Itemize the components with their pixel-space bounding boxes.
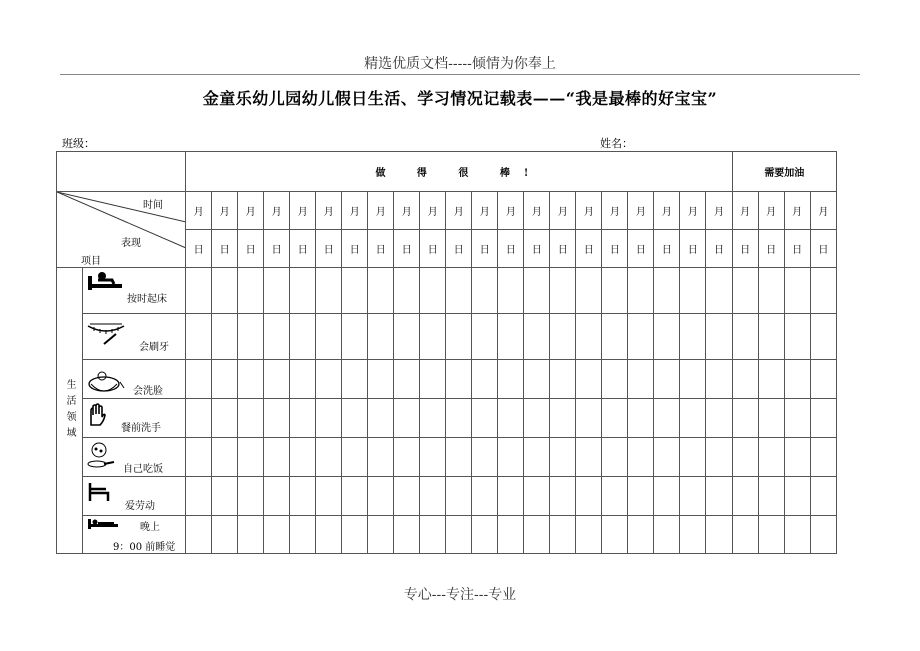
class-label: 班级：	[62, 137, 95, 150]
name-label: 姓名：	[600, 137, 633, 150]
record-cell[interactable]	[342, 438, 368, 477]
record-cell[interactable]	[264, 399, 290, 438]
item-cell	[83, 438, 186, 477]
item-cell	[83, 360, 186, 399]
record-cell[interactable]	[290, 516, 316, 554]
record-cell[interactable]	[238, 268, 264, 314]
month-header-cell: 月	[446, 192, 472, 230]
record-cell[interactable]	[732, 516, 758, 554]
record-cell[interactable]	[498, 268, 524, 314]
item-label: 会刷牙	[139, 342, 170, 353]
item-cell	[83, 477, 186, 516]
record-cell[interactable]	[446, 399, 472, 438]
record-cell[interactable]	[628, 399, 654, 438]
item-row	[57, 516, 837, 554]
record-cell[interactable]	[498, 477, 524, 516]
month-header-cell: 月	[212, 192, 238, 230]
record-cell[interactable]	[654, 516, 680, 554]
record-cell[interactable]	[576, 438, 602, 477]
record-cell[interactable]	[706, 477, 732, 516]
record-table	[56, 151, 837, 554]
record-cell[interactable]	[316, 477, 342, 516]
record-cell[interactable]	[680, 268, 706, 314]
record-cell[interactable]	[576, 516, 602, 554]
day-header-cell: 日	[628, 230, 654, 268]
day-header-cell: 日	[472, 230, 498, 268]
record-cell[interactable]	[342, 477, 368, 516]
record-cell[interactable]	[186, 516, 212, 554]
day-header-cell: 日	[394, 230, 420, 268]
month-header-cell: 月	[680, 192, 706, 230]
record-cell[interactable]	[420, 314, 446, 360]
day-header-cell: 日	[212, 230, 238, 268]
record-cell[interactable]	[602, 268, 628, 314]
item-label: 会洗脸	[133, 386, 164, 397]
record-cell[interactable]	[342, 516, 368, 554]
record-cell[interactable]	[758, 314, 784, 360]
record-cell[interactable]	[784, 438, 810, 477]
record-cell[interactable]	[290, 399, 316, 438]
record-cell[interactable]	[472, 438, 498, 477]
page-footer: 专心---专注---专业	[403, 587, 517, 603]
corner-performance-label: 表现	[121, 238, 141, 249]
item-row	[57, 314, 837, 360]
record-cell[interactable]	[706, 516, 732, 554]
day-header-cell: 日	[264, 230, 290, 268]
record-cell[interactable]	[810, 438, 836, 477]
month-header-cell: 月	[472, 192, 498, 230]
record-cell[interactable]	[316, 516, 342, 554]
item-cell	[83, 314, 186, 360]
record-cell[interactable]	[628, 314, 654, 360]
record-cell[interactable]	[602, 360, 628, 399]
record-cell[interactable]	[784, 516, 810, 554]
record-cell[interactable]	[420, 516, 446, 554]
record-cell[interactable]	[446, 268, 472, 314]
record-cell[interactable]	[368, 399, 394, 438]
day-header-cell: 日	[550, 230, 576, 268]
record-cell[interactable]	[316, 360, 342, 399]
record-cell[interactable]	[628, 477, 654, 516]
month-header-cell: 月	[732, 192, 758, 230]
record-cell[interactable]	[654, 360, 680, 399]
month-header-cell: 月	[498, 192, 524, 230]
record-cell[interactable]	[524, 477, 550, 516]
record-cell[interactable]	[524, 399, 550, 438]
record-cell[interactable]	[628, 516, 654, 554]
month-header-cell: 月	[264, 192, 290, 230]
day-header-cell: 日	[654, 230, 680, 268]
page-title: 金童乐幼儿园幼儿假日生活、学习情况记载表——“我是最棒的好宝宝”	[202, 89, 718, 108]
day-header-cell: 日	[784, 230, 810, 268]
record-cell[interactable]	[524, 438, 550, 477]
day-header-cell: 日	[342, 230, 368, 268]
record-cell[interactable]	[420, 268, 446, 314]
day-header-cell: 日	[706, 230, 732, 268]
month-header-cell: 月	[550, 192, 576, 230]
record-cell[interactable]	[212, 314, 238, 360]
corner-time-label: 时间	[143, 200, 163, 211]
rice-bowl-icon	[86, 442, 116, 473]
record-cell[interactable]	[602, 438, 628, 477]
record-cell[interactable]	[550, 314, 576, 360]
month-header-cell: 月	[784, 192, 810, 230]
record-cell[interactable]	[550, 399, 576, 438]
record-cell[interactable]	[654, 399, 680, 438]
record-cell[interactable]	[758, 516, 784, 554]
record-cell[interactable]	[706, 438, 732, 477]
record-cell[interactable]	[784, 314, 810, 360]
record-cell[interactable]	[368, 360, 394, 399]
record-cell[interactable]	[446, 314, 472, 360]
record-cell[interactable]	[368, 516, 394, 554]
record-cell[interactable]	[550, 516, 576, 554]
washbasin-icon	[86, 368, 126, 399]
record-cell[interactable]	[732, 360, 758, 399]
record-cell[interactable]	[524, 516, 550, 554]
record-cell[interactable]	[446, 438, 472, 477]
item-row	[57, 477, 837, 516]
record-cell[interactable]	[576, 399, 602, 438]
banner-needs-effort: 需要加油	[732, 152, 836, 192]
record-cell[interactable]	[420, 399, 446, 438]
item-row	[57, 399, 837, 438]
month-header-cell: 月	[368, 192, 394, 230]
record-cell[interactable]	[680, 516, 706, 554]
month-header-cell: 月	[290, 192, 316, 230]
record-cell[interactable]	[784, 268, 810, 314]
item-cell	[83, 516, 186, 554]
record-cell[interactable]	[290, 360, 316, 399]
record-cell[interactable]	[290, 268, 316, 314]
record-cell[interactable]	[290, 314, 316, 360]
day-header-cell: 日	[446, 230, 472, 268]
item-row	[57, 360, 837, 399]
item-label-secondary: 9：00 前睡觉	[113, 542, 176, 553]
record-cell[interactable]	[628, 438, 654, 477]
record-cell[interactable]	[576, 477, 602, 516]
record-cell[interactable]	[784, 399, 810, 438]
record-cell[interactable]	[602, 516, 628, 554]
record-cell[interactable]	[628, 360, 654, 399]
record-cell[interactable]	[212, 268, 238, 314]
record-cell[interactable]	[186, 268, 212, 314]
record-cell[interactable]	[264, 516, 290, 554]
record-cell[interactable]	[758, 268, 784, 314]
record-cell[interactable]	[212, 477, 238, 516]
record-cell[interactable]	[394, 516, 420, 554]
day-header-cell: 日	[238, 230, 264, 268]
record-cell[interactable]	[420, 360, 446, 399]
record-cell[interactable]	[238, 516, 264, 554]
day-header-cell: 日	[420, 230, 446, 268]
record-cell[interactable]	[758, 477, 784, 516]
record-cell[interactable]	[238, 477, 264, 516]
record-cell[interactable]	[706, 360, 732, 399]
item-row	[57, 268, 837, 314]
chair-icon	[86, 481, 116, 506]
record-cell[interactable]	[550, 438, 576, 477]
record-cell[interactable]	[758, 399, 784, 438]
record-cell[interactable]	[602, 314, 628, 360]
record-cell[interactable]	[810, 268, 836, 314]
record-cell[interactable]	[472, 516, 498, 554]
record-cell[interactable]	[628, 268, 654, 314]
record-cell[interactable]	[498, 314, 524, 360]
day-header-cell: 日	[680, 230, 706, 268]
record-cell[interactable]	[524, 360, 550, 399]
banner-good-job: 做 得 很 棒!	[186, 152, 733, 192]
hand-icon	[86, 403, 108, 430]
record-cell[interactable]	[498, 360, 524, 399]
record-cell[interactable]	[316, 399, 342, 438]
month-header-cell: 月	[238, 192, 264, 230]
record-cell[interactable]	[420, 438, 446, 477]
month-header-cell: 月	[706, 192, 732, 230]
record-cell[interactable]	[706, 268, 732, 314]
record-cell[interactable]	[654, 477, 680, 516]
record-cell[interactable]	[290, 477, 316, 516]
record-cell[interactable]	[654, 314, 680, 360]
month-header-cell: 月	[394, 192, 420, 230]
record-cell[interactable]	[342, 399, 368, 438]
record-cell[interactable]	[264, 438, 290, 477]
day-header-cell: 日	[732, 230, 758, 268]
month-header-cell: 月	[420, 192, 446, 230]
month-header-cell: 月	[602, 192, 628, 230]
record-cell[interactable]	[342, 314, 368, 360]
record-cell[interactable]	[394, 360, 420, 399]
item-row	[57, 438, 837, 477]
record-cell[interactable]	[212, 360, 238, 399]
record-cell[interactable]	[758, 438, 784, 477]
record-cell[interactable]	[264, 360, 290, 399]
record-cell[interactable]	[576, 360, 602, 399]
month-header-cell: 月	[576, 192, 602, 230]
month-header-cell: 月	[316, 192, 342, 230]
record-cell[interactable]	[732, 438, 758, 477]
record-cell[interactable]	[368, 314, 394, 360]
record-cell[interactable]	[420, 477, 446, 516]
record-cell[interactable]	[186, 360, 212, 399]
record-cell[interactable]	[758, 360, 784, 399]
record-cell[interactable]	[784, 360, 810, 399]
record-cell[interactable]	[472, 314, 498, 360]
record-cell[interactable]	[472, 268, 498, 314]
diagonal-lines	[57, 192, 186, 268]
record-cell[interactable]	[810, 477, 836, 516]
item-label: 爱劳动	[125, 501, 156, 512]
diagonal-header-cell	[57, 192, 186, 268]
record-cell[interactable]	[264, 477, 290, 516]
record-cell[interactable]	[680, 314, 706, 360]
record-cell[interactable]	[394, 438, 420, 477]
record-cell[interactable]	[212, 399, 238, 438]
record-cell[interactable]	[186, 314, 212, 360]
record-cell[interactable]	[368, 477, 394, 516]
record-cell[interactable]	[732, 399, 758, 438]
page-header: 精选优质文档-----倾情为你奉上	[364, 56, 556, 72]
record-cell[interactable]	[446, 477, 472, 516]
record-cell[interactable]	[264, 268, 290, 314]
record-cell[interactable]	[732, 477, 758, 516]
record-cell[interactable]	[264, 314, 290, 360]
record-cell[interactable]	[238, 360, 264, 399]
day-header-cell: 日	[290, 230, 316, 268]
record-cell[interactable]	[212, 438, 238, 477]
day-header-cell: 日	[368, 230, 394, 268]
record-cell[interactable]	[810, 399, 836, 438]
record-cell[interactable]	[342, 268, 368, 314]
item-cell	[83, 268, 186, 314]
record-cell[interactable]	[732, 268, 758, 314]
bed-wake-icon	[86, 270, 126, 295]
month-header-cell: 月	[810, 192, 836, 230]
record-cell[interactable]	[394, 399, 420, 438]
record-cell[interactable]	[186, 477, 212, 516]
month-header-cell: 月	[654, 192, 680, 230]
record-cell[interactable]	[498, 438, 524, 477]
corner-item-label: 项目	[81, 256, 101, 267]
record-cell[interactable]	[446, 516, 472, 554]
domain-cell: 生活领域	[57, 268, 83, 554]
record-cell[interactable]	[524, 314, 550, 360]
record-cell[interactable]	[498, 516, 524, 554]
sleeping-icon	[86, 518, 120, 533]
record-cell[interactable]	[810, 516, 836, 554]
record-cell[interactable]	[342, 360, 368, 399]
record-cell[interactable]	[316, 314, 342, 360]
record-cell[interactable]	[550, 268, 576, 314]
record-cell[interactable]	[550, 360, 576, 399]
record-cell[interactable]	[394, 314, 420, 360]
month-header-cell: 月	[628, 192, 654, 230]
record-cell[interactable]	[576, 314, 602, 360]
day-header-cell: 日	[498, 230, 524, 268]
month-header-cell: 月	[186, 192, 212, 230]
record-cell[interactable]	[472, 399, 498, 438]
record-cell[interactable]	[316, 438, 342, 477]
item-label: 自己吃饭	[123, 464, 164, 475]
record-cell[interactable]	[472, 360, 498, 399]
record-cell[interactable]	[368, 438, 394, 477]
item-label: 按时起床	[127, 294, 168, 305]
record-cell[interactable]	[238, 314, 264, 360]
record-cell[interactable]	[810, 360, 836, 399]
record-cell[interactable]	[810, 314, 836, 360]
day-header-cell: 日	[524, 230, 550, 268]
record-cell[interactable]	[732, 314, 758, 360]
day-header-cell: 日	[758, 230, 784, 268]
record-cell[interactable]	[394, 477, 420, 516]
record-cell[interactable]	[316, 268, 342, 314]
month-header-cell: 月	[524, 192, 550, 230]
record-cell[interactable]	[498, 399, 524, 438]
day-header-cell: 日	[810, 230, 836, 268]
record-cell[interactable]	[706, 314, 732, 360]
header-divider	[60, 74, 860, 75]
record-cell[interactable]	[212, 516, 238, 554]
record-cell[interactable]	[784, 477, 810, 516]
record-cell[interactable]	[472, 477, 498, 516]
month-header-cell: 月	[758, 192, 784, 230]
toothbrush-icon	[86, 322, 126, 349]
record-cell[interactable]	[706, 399, 732, 438]
record-cell[interactable]	[680, 399, 706, 438]
record-cell[interactable]	[238, 438, 264, 477]
item-label: 餐前洗手	[121, 423, 162, 434]
record-cell[interactable]	[680, 360, 706, 399]
record-cell[interactable]	[394, 268, 420, 314]
day-header-cell: 日	[602, 230, 628, 268]
record-cell[interactable]	[186, 438, 212, 477]
item-cell	[83, 399, 186, 438]
record-cell[interactable]	[524, 268, 550, 314]
record-cell[interactable]	[602, 399, 628, 438]
record-cell[interactable]	[446, 360, 472, 399]
record-cell[interactable]	[368, 268, 394, 314]
record-cell[interactable]	[654, 268, 680, 314]
record-cell[interactable]	[550, 477, 576, 516]
record-cell[interactable]	[238, 399, 264, 438]
item-label: 晚上	[140, 522, 161, 533]
day-header-cell: 日	[576, 230, 602, 268]
record-cell[interactable]	[654, 438, 680, 477]
corner-blank-cell	[57, 152, 186, 192]
record-cell[interactable]	[680, 477, 706, 516]
record-cell[interactable]	[186, 399, 212, 438]
day-header-cell: 日	[186, 230, 212, 268]
record-cell[interactable]	[576, 268, 602, 314]
record-cell[interactable]	[290, 438, 316, 477]
day-header-cell: 日	[316, 230, 342, 268]
month-header-cell: 月	[342, 192, 368, 230]
record-cell[interactable]	[602, 477, 628, 516]
record-cell[interactable]	[680, 438, 706, 477]
